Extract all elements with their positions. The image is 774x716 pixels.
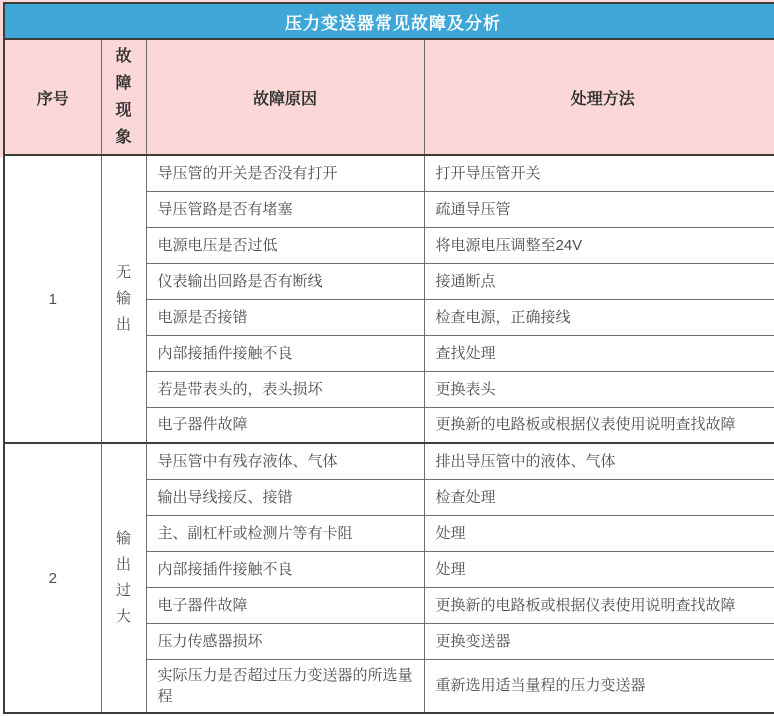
fault-cause-cell: 电源电压是否过低 bbox=[146, 227, 424, 263]
column-header-serial: 序号 bbox=[4, 39, 101, 155]
fix-method-cell: 排出导压管中的液体、气体 bbox=[424, 443, 774, 479]
serial-cell: 1 bbox=[4, 155, 101, 443]
fault-cause-cell: 实际压力是否超过压力变送器的所选量程 bbox=[146, 659, 424, 713]
fault-cause-cell: 压力传感器损坏 bbox=[146, 623, 424, 659]
fix-method-cell: 检查电源，正确接线 bbox=[424, 299, 774, 335]
fault-cause-cell: 主、副杠杆或检测片等有卡阻 bbox=[146, 515, 424, 551]
fault-table bbox=[3, 2, 774, 714]
fault-table-container bbox=[3, 2, 774, 716]
fix-method-cell: 更换新的电路板或根据仪表使用说明查找故障 bbox=[424, 587, 774, 623]
fix-method-cell: 重新选用适当量程的压力变送器 bbox=[424, 659, 774, 713]
fault-cause-cell: 电子器件故障 bbox=[146, 587, 424, 623]
fix-method-cell: 检查处理 bbox=[424, 479, 774, 515]
table-row bbox=[4, 155, 774, 191]
table-title: 压力变送器常见故障及分析 bbox=[4, 3, 774, 39]
phenomenon-cell bbox=[101, 443, 146, 713]
fault-cause-cell: 内部接插件接触不良 bbox=[146, 335, 424, 371]
fix-method-cell: 处理 bbox=[424, 515, 774, 551]
phenomenon-text: 无输出 bbox=[115, 264, 131, 333]
fault-cause-cell: 导压管路是否有堵塞 bbox=[146, 191, 424, 227]
header-row bbox=[4, 39, 774, 155]
fault-cause-cell: 电子器件故障 bbox=[146, 407, 424, 443]
table-row bbox=[4, 443, 774, 479]
fault-cause-cell: 导压管的开关是否没有打开 bbox=[146, 155, 424, 191]
fix-method-cell: 更换表头 bbox=[424, 371, 774, 407]
fix-method-cell: 处理 bbox=[424, 551, 774, 587]
phenomenon-cell bbox=[101, 155, 146, 443]
fault-cause-cell: 仪表输出回路是否有断线 bbox=[146, 263, 424, 299]
phenomenon-text: 输出过大 bbox=[115, 530, 131, 625]
fix-method-cell: 将电源电压调整至24V bbox=[424, 227, 774, 263]
column-header-method: 处理方法 bbox=[424, 39, 774, 155]
fault-cause-cell: 内部接插件接触不良 bbox=[146, 551, 424, 587]
fix-method-cell: 更换变送器 bbox=[424, 623, 774, 659]
fault-cause-cell: 输出导线接反、接错 bbox=[146, 479, 424, 515]
fix-method-cell: 接通断点 bbox=[424, 263, 774, 299]
serial-cell: 2 bbox=[4, 443, 101, 713]
column-header-cause: 故障原因 bbox=[146, 39, 424, 155]
fault-cause-cell: 若是带表头的，表头损坏 bbox=[146, 371, 424, 407]
column-header-phenomenon-text: 故障现象 bbox=[115, 48, 132, 146]
title-row bbox=[4, 3, 774, 39]
fix-method-cell: 打开导压管开关 bbox=[424, 155, 774, 191]
fix-method-cell: 查找处理 bbox=[424, 335, 774, 371]
fix-method-cell: 疏通导压管 bbox=[424, 191, 774, 227]
column-header-phenomenon bbox=[101, 39, 146, 155]
fault-cause-cell: 导压管中有残存液体、气体 bbox=[146, 443, 424, 479]
fault-cause-cell: 电源是否接错 bbox=[146, 299, 424, 335]
fix-method-cell: 更换新的电路板或根据仪表使用说明查找故障 bbox=[424, 407, 774, 443]
